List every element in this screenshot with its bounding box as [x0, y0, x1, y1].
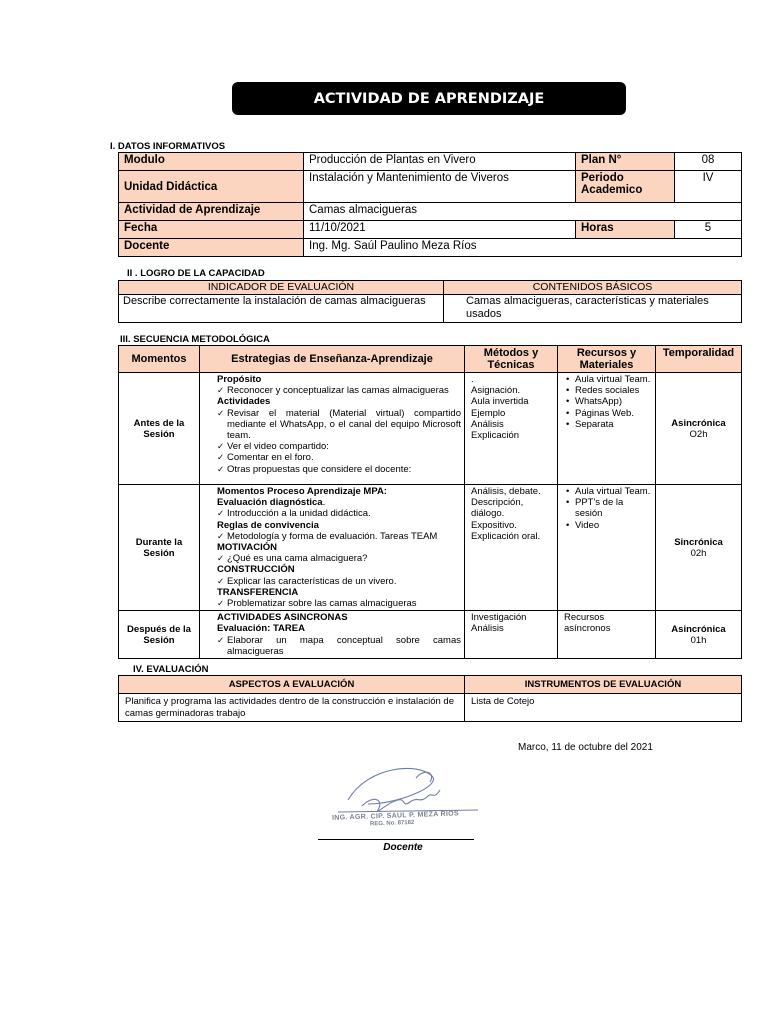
indicador-header: INDICADOR DE EVALUACIÓN: [119, 281, 444, 295]
unidad-value: Instalación y Mantenimiento de Viveros: [304, 171, 576, 203]
check-item: ✓ Introducción a la unidad didáctica.: [217, 508, 461, 519]
check-item: ✓ Comentar en el foro.: [217, 452, 461, 463]
section-heading-logro: II . LOGRO DE LA CAPACIDAD: [127, 268, 265, 279]
stamp-name: ING. AGR. CIP. SAUL P. MEZA RIOS: [331, 810, 460, 822]
section-heading-datos: I. DATOS INFORMATIVOS: [110, 141, 226, 152]
contenidos-header: CONTENIDOS BÁSICOS: [444, 281, 742, 295]
contenidos-value: Camas almacigueras, características y materiales usados: [444, 295, 742, 323]
estrategias-antes: [200, 373, 465, 485]
temporalidad-time: 02h: [690, 547, 707, 559]
temporalidad-antes: [656, 373, 742, 485]
temporalidad-time: O2h: [689, 428, 708, 440]
check-item: ✓ Reconocer y conceptualizar las camas almacigueras: [217, 385, 461, 396]
momento-durante: Durante la Sesión: [119, 485, 200, 611]
modulo-value: Producción de Plantas en Vivero: [304, 153, 576, 171]
header-recursos: Recursos y Materiales: [558, 346, 656, 373]
estrategia-subtitle: ACTIVIDADES ASINCRONAS: [217, 612, 348, 624]
metodo-item: Análisis: [471, 418, 504, 430]
recurso-item: • Separata: [561, 419, 652, 430]
datos-table: [118, 152, 742, 257]
instrumento-value: Lista de Cotejo: [465, 694, 742, 722]
signer-role: Docente: [383, 842, 423, 853]
recurso-item: Recursos: [564, 612, 605, 624]
estrategia-subtitle: TRANSFERENCIA: [217, 586, 299, 598]
estrategia-subtitle: Actividades: [217, 396, 271, 408]
instrumentos-header: INSTRUMENTOS DE EVALUACIÓN: [465, 676, 742, 694]
metodo-item: diálogo.: [471, 508, 505, 520]
temporalidad-mode: Asincrónica: [671, 417, 726, 429]
estrategia-subtitle: MOTIVACIÓN: [217, 542, 277, 554]
estrategia-subtitle: CONSTRUCCIÓN: [217, 564, 295, 576]
estrategia-subtitle: Propósito: [217, 374, 262, 385]
horas-label: Horas: [576, 221, 675, 239]
fecha-label: Fecha: [119, 221, 304, 239]
metodos-antes: [465, 373, 558, 485]
logro-table: [118, 280, 742, 323]
metodo-item: .: [471, 374, 474, 385]
modulo-label: Modulo: [119, 153, 304, 171]
actividad-value: Camas almacigueras: [304, 203, 742, 221]
docente-label: Docente: [119, 239, 304, 257]
estrategias-despues: [200, 611, 465, 659]
header-momentos: Momentos: [119, 346, 200, 373]
docente-value: Ing. Mg. Saúl Paulino Meza Ríos: [304, 239, 742, 257]
recurso-item: • Aula virtual Team.: [561, 486, 652, 497]
unidad-label: Unidad Didáctica: [119, 171, 304, 203]
evaluacion-table: [118, 675, 742, 722]
recurso-item: • Páginas Web.: [561, 408, 652, 419]
header-metodos: Métodos y Técnicas: [465, 346, 558, 373]
header-temporalidad: Temporalidad: [656, 346, 742, 373]
header-estrategias: Estrategias de Enseñanza-Aprendizaje: [200, 346, 465, 373]
estrategia-subtitle: Evaluación diagnóstica: [217, 497, 323, 509]
periodo-value: IV: [675, 171, 742, 203]
check-item: ✓ Ver el video compartido:: [217, 441, 461, 452]
periodo-label: Periodo Academico: [576, 171, 675, 203]
recurso-item: • Video: [561, 520, 652, 531]
recurso-item: • PPT's de la sesión: [561, 497, 652, 519]
horas-value: 5: [675, 221, 742, 239]
recurso-item: • WhatsApp): [561, 396, 652, 407]
metodo-item: Asignación.: [471, 385, 521, 397]
metodo-item: Análisis, debate.: [471, 486, 541, 497]
recurso-item: asíncronos: [564, 623, 611, 635]
temporalidad-despues: [656, 611, 742, 659]
metodo-item: Expositivo.: [471, 519, 517, 531]
recursos-despues: [558, 611, 656, 659]
estrategia-subtitle: Evaluación: TAREA: [217, 623, 305, 635]
aspecto-value: Planifica y programa las actividades dentro de la construcción e instalación de camas germinadoras trabajo: [119, 694, 465, 722]
metodo-item: Descripción,: [471, 497, 524, 509]
recurso-item: • Redes sociales: [561, 385, 652, 396]
estrategia-punctuation: .: [322, 497, 326, 509]
temporalidad-mode: Asincrónica: [671, 623, 726, 635]
section-heading-evaluacion: IV. EVALUACIÓN: [133, 664, 209, 675]
page-title: ACTIVIDAD DE APRENDIZAJE: [232, 82, 626, 115]
temporalidad-time: 01h: [690, 634, 707, 646]
secuencia-table: [118, 345, 742, 659]
stamp-reg: REG. No. 87182: [369, 819, 415, 828]
plan-label: Plan N°: [576, 153, 675, 171]
recursos-antes: [558, 373, 656, 485]
plan-value: 08: [675, 153, 742, 171]
check-item: ✓ ¿Qué es una cama almaciguera?: [217, 553, 461, 564]
section-heading-secuencia: III. SECUENCIA METODOLÓGICA: [120, 334, 270, 345]
table-row: [119, 611, 742, 659]
check-item: ✓ Elaborar un mapa conceptual sobre camas almacigueras: [217, 635, 461, 657]
indicador-value: Describe correctamente la instalación de camas almacigueras: [119, 295, 444, 323]
metodo-item: Aula invertida: [471, 396, 529, 408]
table-row: [119, 485, 742, 611]
metodos-despues: [465, 611, 558, 659]
metodo-item: Explicación oral.: [471, 530, 541, 542]
check-item: ✓ Otras propuestas que considere el docente:: [217, 464, 461, 475]
estrategia-subtitle: Reglas de convivencia: [217, 519, 319, 531]
recurso-item: • Aula virtual Team.: [561, 374, 652, 385]
estrategia-subtitle: Momentos Proceso Aprendizaje MPA:: [217, 486, 387, 497]
metodo-item: Explicación: [471, 430, 520, 442]
momento-antes: Antes de la Sesión: [119, 373, 200, 485]
metodo-item: Ejemplo: [471, 407, 506, 419]
momento-despues: Después de la Sesión: [119, 611, 200, 659]
table-row: [119, 373, 742, 485]
check-item: ✓ Explicar las características de un vivero.: [217, 576, 461, 587]
signature-line: [318, 839, 474, 840]
recursos-durante: [558, 485, 656, 611]
temporalidad-durante: [656, 485, 742, 611]
metodo-item: Investigación: [471, 612, 527, 624]
actividad-label: Actividad de Aprendizaje: [119, 203, 304, 221]
check-item: ✓ Revisar el material (Material virtual) compartido mediante el WhatsApp, o el canal del equipo Microsoft team.: [217, 408, 461, 442]
temporalidad-mode: Sincrónica: [674, 536, 723, 548]
place-date: Marco, 11 de octubre del 2021: [518, 742, 653, 753]
check-item: ✓ Metodología y forma de evaluación. Tareas TEAM: [217, 531, 461, 542]
metodo-item: Análisis: [471, 623, 504, 635]
metodos-durante: [465, 485, 558, 611]
fecha-value: 11/10/2021: [304, 221, 576, 239]
aspectos-header: ASPECTOS A EVALUACIÓN: [119, 676, 465, 694]
estrategias-durante: [200, 485, 465, 611]
check-item: ✓ Problematizar sobre las camas almacigueras: [217, 598, 461, 609]
